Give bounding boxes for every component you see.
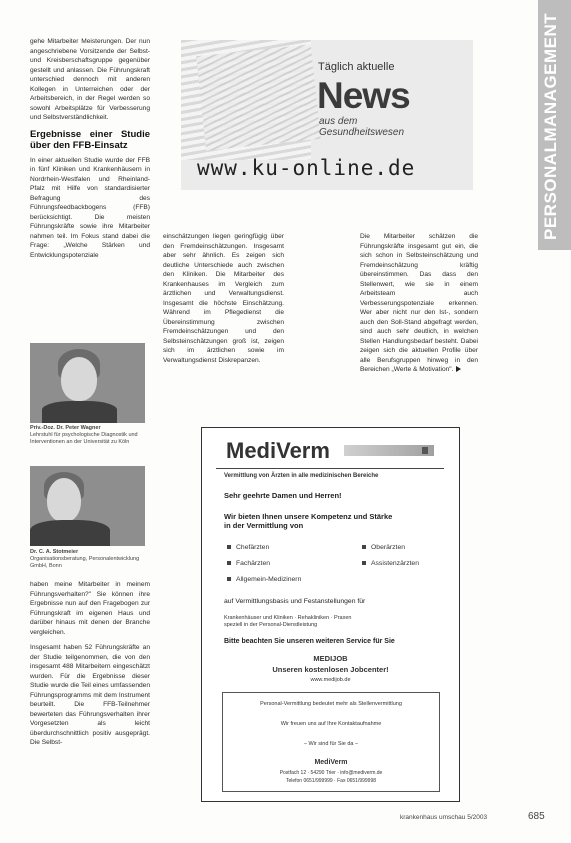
ad-medijob: MEDIJOB <box>313 654 348 663</box>
intro-paragraph: gehe Mitarbeiter Meisterungen. Der nun angeschriebene Vorsitzende der Selbst- und Kreisberschaftsgruppe gegenüber gestellt und anlassen. Die Führungskraft unterschied dennoch mit anderen Kollegen in Unterreichen oder der Arbeitsbereich, in der Regel werden so sowohl Arbeitsplätze für Verbesserung und Selbstverständlichkeit. <box>30 38 150 121</box>
option-fachaerzte: Fachärzten <box>227 560 270 567</box>
option-assistenzaerzte: Assistenzärzten <box>362 560 419 567</box>
journal-footer: krankenhaus umschau 5/2003 <box>400 814 488 821</box>
left-column-top <box>30 37 150 266</box>
ad-line-2: Wir freuen uns auf Ihre Kontaktaufnahme <box>280 721 382 727</box>
mediverm-advertisement <box>201 427 460 802</box>
ad-jobcenter: Unseren kostenlosen Jobcenter! <box>272 665 389 674</box>
banner-title: News <box>317 75 410 116</box>
photo-2-caption <box>30 549 148 570</box>
photo-2-role: Organisationsberatung, Personalentwicklung GmbH, Bonn <box>30 556 140 569</box>
ad-line-3: – Wir sind für Sie da – <box>303 741 359 747</box>
continue-arrow-icon <box>456 366 461 372</box>
author-photo-1 <box>30 343 145 423</box>
photo-1-caption <box>30 425 148 446</box>
left-column-bottom <box>30 580 150 754</box>
ad-contact-box <box>222 692 440 792</box>
page-number: 685 <box>528 811 545 822</box>
news-banner[interactable] <box>181 40 473 190</box>
ad-offer-heading: Wir bieten Ihnen unsere Kompetenz und Stärke in der Vermittlung von <box>224 512 393 530</box>
ad-basis: auf Vermittlungsbasis und Festanstellungen für <box>224 598 366 605</box>
ad-basis-detail: Krankenhäuser und Kliniken · Rehakliniken · Praxen <box>224 615 352 621</box>
ad-basis-detail-2: speziell in der Personal-Dienstleistung <box>224 622 318 628</box>
ad-cta: Bitte beachten Sie unseren weiteren Service für Sie <box>224 638 395 645</box>
ad-tagline: Vermittlung von Ärzten in alle medizinischen Bereiche <box>224 473 379 479</box>
right-column <box>300 232 478 381</box>
author-photo-2 <box>30 466 145 546</box>
middle-column <box>163 232 284 371</box>
banner-subtitle: aus dem Gesundheitswesen <box>319 116 405 138</box>
photo-1-role: Lehrstuhl für psychologische Diagnostik und Interventionen an der Universität zu Köln <box>30 432 138 445</box>
option-oberaerzte: Oberärzten <box>362 544 405 551</box>
section-tab <box>538 0 571 250</box>
banner-url[interactable]: www.ku-online.de <box>197 156 416 180</box>
photo-1-name: Priv.-Doz. Dr. Peter Wagner <box>30 425 101 431</box>
right-paragraph: Die Mitarbeiter schätzen die Führungskräfte insgesamt gut ein, die sich schon in Selbsteinschätzung und Fremdeinschätzung kräftig übereinstimmen. Das dass den Stellenwert, wie sie in einem Arbeitsteam auch Verbesserungspotenziale erkennen. Wer aber nicht nur den Ist-, sondern auch den Soll-Stand abgefragt werden, sind auch sehr deutlich, in welchen Stellen Handlungsbedarf besteht. Dabei zeigen sich die aktuellen Profile über alle Berufsgruppen hinweg in den Bereichen „Werte & Motivation". <box>360 233 478 373</box>
option-chefaerzte: Chefärzten <box>227 544 269 551</box>
study-paragraph: In einer aktuellen Studie wurde der FFB in fünf Kliniken und Krankenhäusern in Nordrhein-Westfalen und Rheinland-Pfalz mit Hilfe von standardisierter Befragung des Führungsfeedbackbogens (FFB) berücksichtigt. Die meisten Führungskräfte sowie ihre Mitarbeiter nahmen teil. Im Fokus stand dabei die Frage: „Welche Stärken und Entwicklungspotenziale <box>30 156 150 259</box>
section-tab-label: PERSONALMANAGEMENT <box>541 12 560 240</box>
ad-line-1: Personal-Vermittlung bedeutet mehr als Stellenvermittlung <box>260 701 402 707</box>
option-allgemeinmediziner: Allgemein-Medizinern <box>227 576 301 583</box>
ad-greeting: Sehr geehrte Damen und Herren! <box>224 491 342 500</box>
ad-jobcenter-url[interactable]: www.medijob.de <box>310 677 351 683</box>
logo-bar-graphic <box>344 445 434 456</box>
section-heading: Ergebnisse einer Studie über den FFB-Einsatz <box>30 128 150 151</box>
last-paragraph: Insgesamt haben 52 Führungskräfte an der Studie teilgenommen, die von den insgesamt 488 Mitarbeitern eingeschätzt wurden. Für die Ergebnisse dieser Studie wurde die Teil eines umfassenden Führungsprogramms mit dem Instrument beurteilt. Die FFB-Teilnehmer bewerteten das Führungsverhalten ihrer Vorgesetzten als leicht überdurchschnittlich positiv ausgeprägt. Die Selbst- <box>30 644 150 746</box>
ad-footer-phone: Telefon 0651/999999 · Fax 0651/999998 <box>285 778 377 784</box>
banner-top-text: Täglich aktuelle <box>318 61 395 73</box>
after-photo-paragraph: haben meine Mitarbeiter in meinem Führungsverhalten?" Sie können ihre Ergebnisse nun auf den Fragebogen zur Führungskraft im eigenen Haus und darüber hinaus mit denen der Branche vergleichen. <box>30 581 150 636</box>
middle-paragraph: einschätzungen liegen geringfügig über den Fremdeinschätzungen. Insgesamt aber sehr ähnlich. Es zeigen sich deutliche Unterschiede auch zwischen den Kliniken. Die Mitarbeiter des Krankenhauses im Vergleich zum ärztlichen und Verwaltungsdienst. Insgesamt die höchste Einschätzung. Während im Pflegedienst die Übereinstimmung zwischen Fremdeinschätzungen und den Selbsteinschätzungen groß ist, zeigen sich im ärztlichen sowie im Verwaltungsdienst Diskrepanzen. <box>163 233 284 364</box>
ad-footer-address: Postfach 12 · 54290 Trier · info@mediverm.de <box>279 770 383 776</box>
ad-footer-name: MediVerm <box>314 759 348 766</box>
ad-logo: MediVerm <box>226 438 330 463</box>
photo-2-name: Dr. C. A. Stotmeier <box>30 549 79 555</box>
